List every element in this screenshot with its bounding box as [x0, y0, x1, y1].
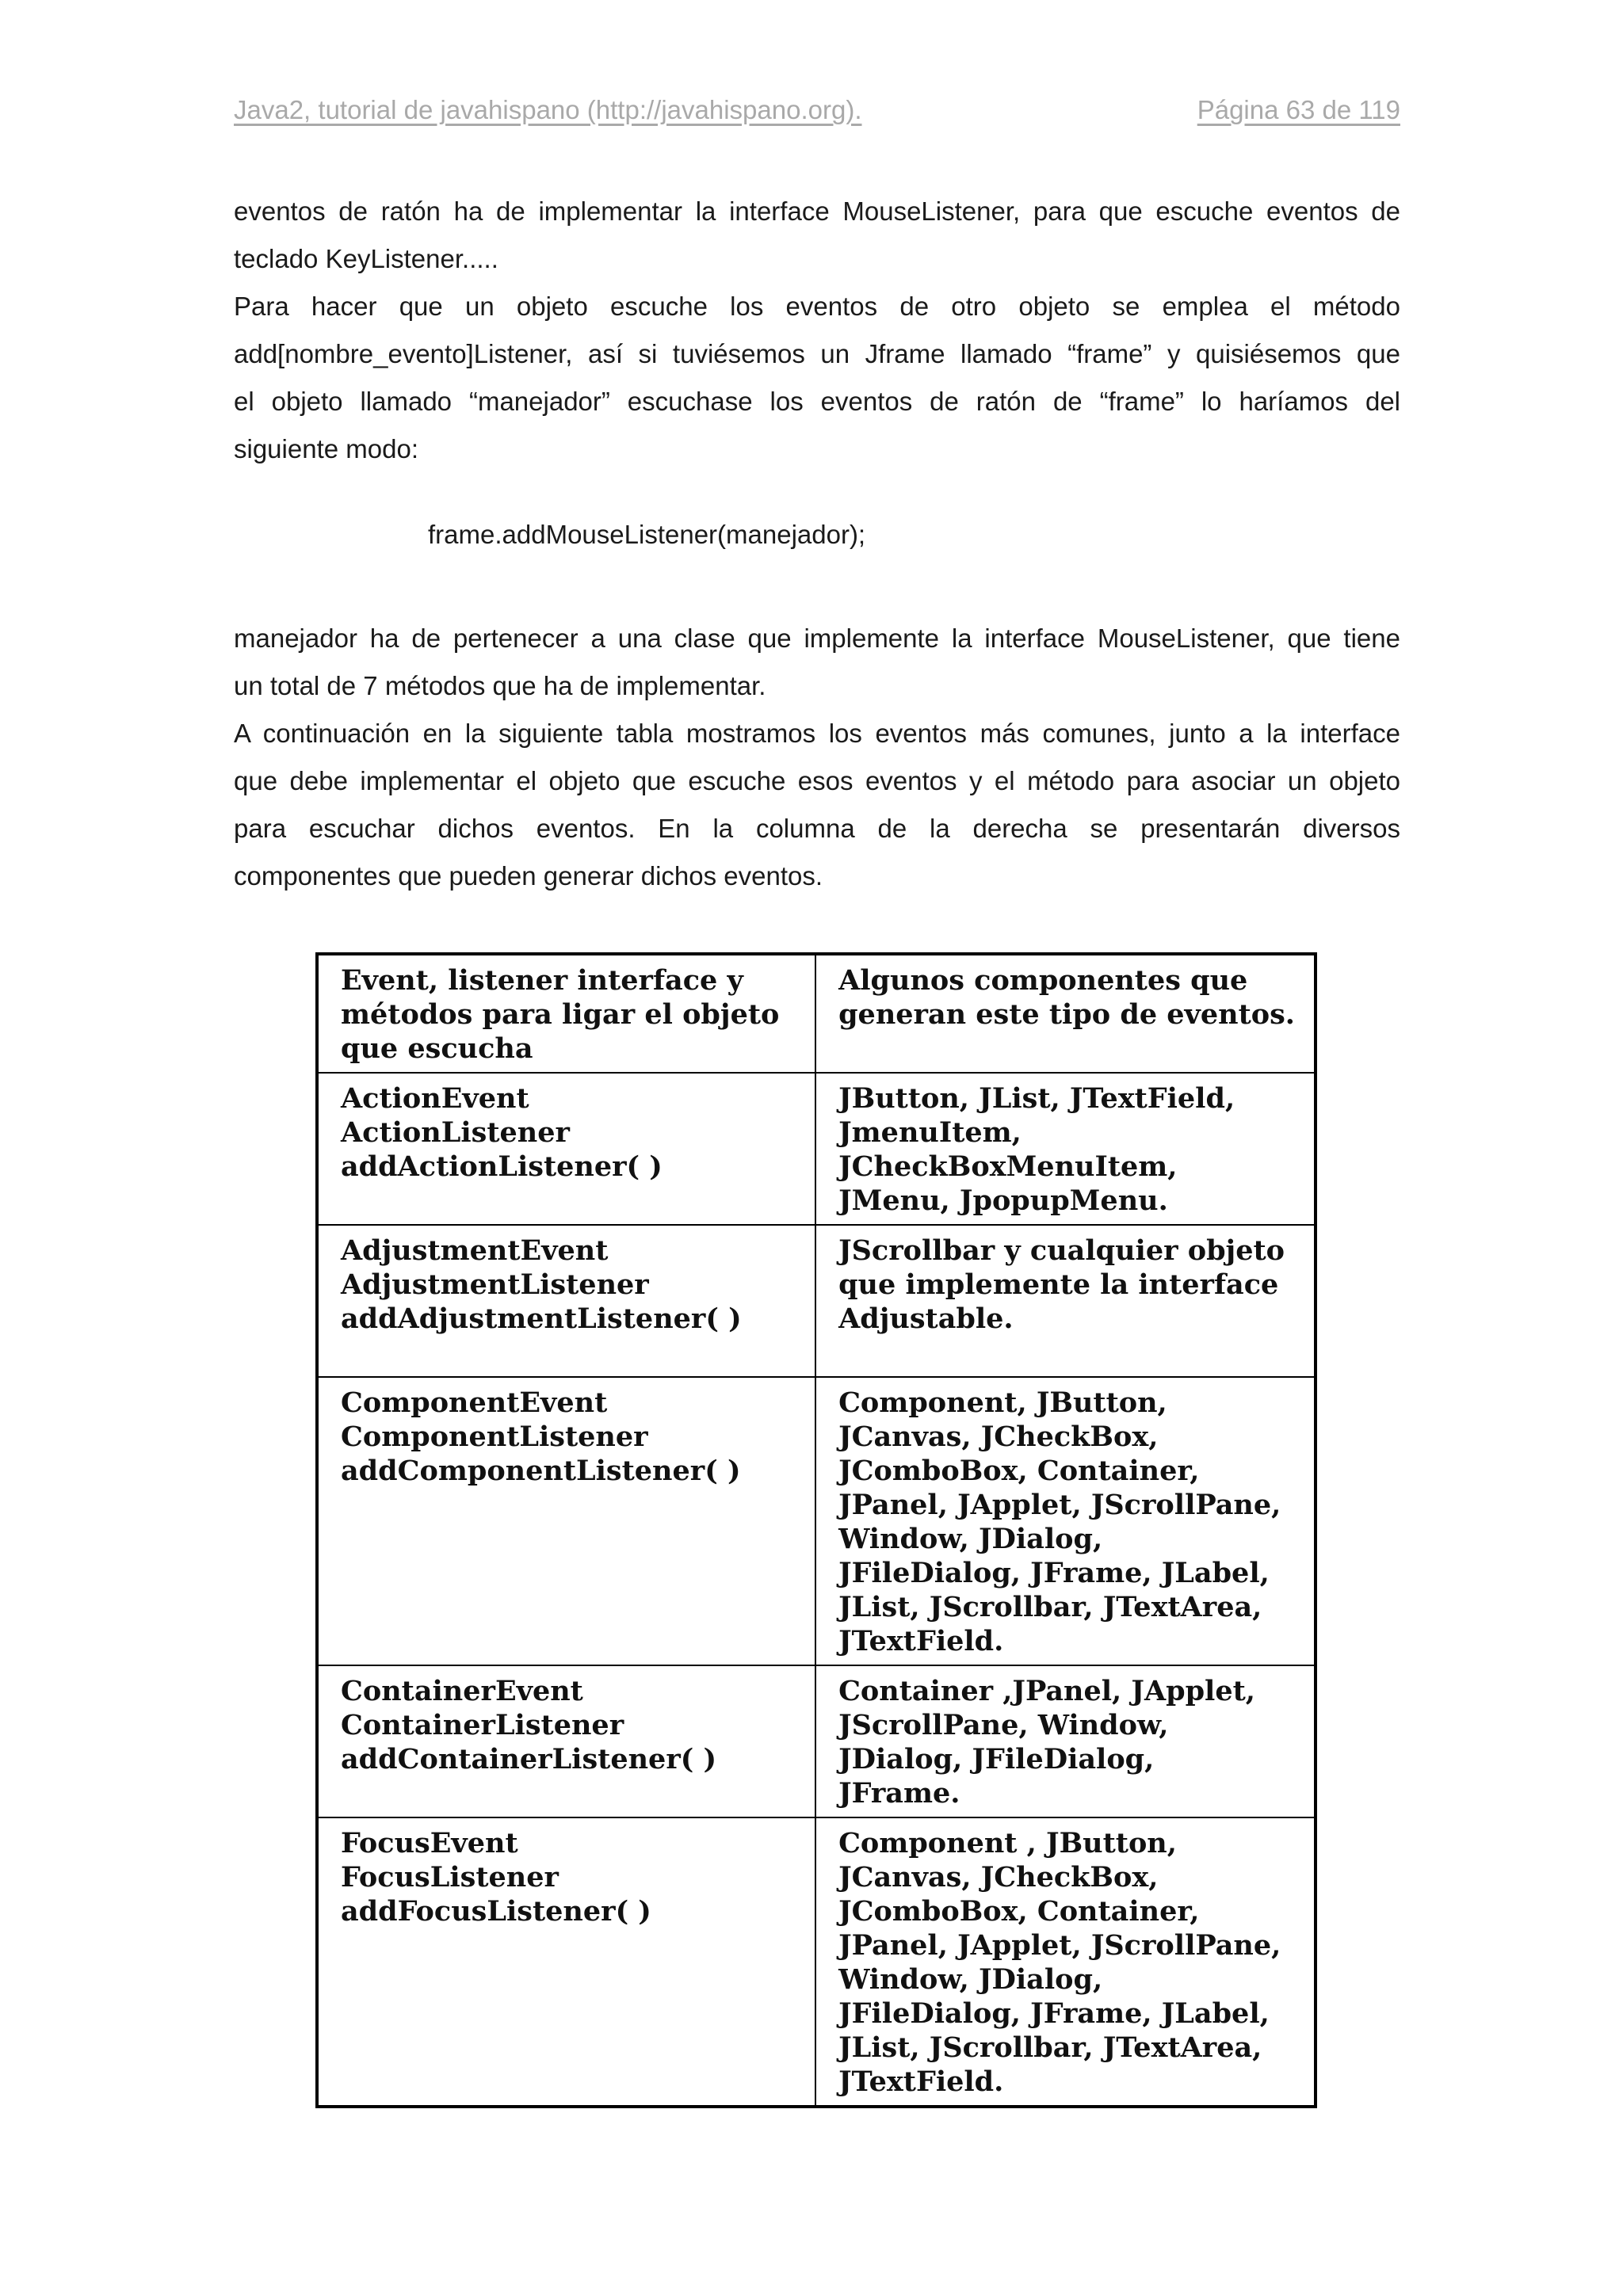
cell-line: que implemente la interface — [838, 1268, 1279, 1301]
text-line: componentes que pueden generar dichos eventos. — [234, 861, 823, 891]
cell-line: Window, JDialog, — [838, 1963, 1103, 1996]
cell-line: Event, listener interface y — [341, 964, 743, 997]
cell-line: JList, JScrollbar, JTextArea, — [838, 1591, 1262, 1623]
cell-line: JPanel, JApplet, JScrollPane, — [838, 1489, 1281, 1521]
components-cell — [815, 1665, 1316, 1817]
cell-line: JCanvas, JCheckBox, — [838, 1421, 1159, 1453]
cell-line: ComponentListener — [341, 1421, 648, 1453]
cell-line: JScrollPane, Window, — [838, 1709, 1169, 1741]
cell-line: addFocusListener( ) — [341, 1895, 651, 1928]
paragraph-table-intro — [234, 615, 1400, 900]
cell-line: Container ,JPanel, JApplet, — [838, 1675, 1255, 1707]
table-row — [317, 1073, 1316, 1225]
table-row — [317, 1225, 1316, 1377]
cell-line: addComponentListener( ) — [341, 1455, 741, 1487]
text-line: que debe implementar el objeto que escuche esos eventos y el método para asociar un objeto — [234, 766, 1400, 795]
text-line: siguiente modo: — [234, 434, 418, 463]
header-cell-event — [317, 954, 815, 1073]
cell-line: JmenuItem, — [838, 1116, 1022, 1149]
table-row — [317, 1665, 1316, 1817]
text-line: Para hacer que un objeto escuche los eventos de otro objeto se emplea el método — [234, 292, 1400, 321]
text-line: para escuchar dichos eventos. En la columna de la derecha se presentarán diversos — [234, 814, 1400, 843]
text-line: add[nombre_evento]Listener, así si tuviésemos un Jframe llamado “frame” y quisiésemos que — [234, 339, 1400, 368]
cell-line: ComponentEvent — [341, 1386, 608, 1419]
text-line: un total de 7 métodos que ha de implementar. — [234, 671, 766, 700]
cell-line: Window, JDialog, — [838, 1523, 1103, 1555]
cell-line: JCanvas, JCheckBox, — [838, 1861, 1159, 1894]
text-line: el objeto llamado “manejador” escuchase los eventos de ratón de “frame” lo haríamos del — [234, 387, 1400, 416]
cell-line: JList, JScrollbar, JTextArea, — [838, 2031, 1262, 2064]
table-row — [317, 1817, 1316, 2107]
text-line: A continuación en la siguiente tabla mostramos los eventos más comunes, junto a la interface — [234, 719, 1400, 748]
cell-line: JButton, JList, JTextField, — [838, 1082, 1235, 1115]
cell-line: JFileDialog, JFrame, JLabel, — [838, 1997, 1270, 2030]
cell-line: addAdjustmentListener( ) — [341, 1302, 742, 1335]
cell-line: JFrame. — [838, 1777, 960, 1810]
event-cell — [317, 1817, 815, 2107]
text-line: manejador ha de pertenecer a una clase que implemente la interface MouseListener, que tiene — [234, 624, 1400, 653]
cell-line: JComboBox, Container, — [838, 1895, 1200, 1928]
cell-line: Component , JButton, — [838, 1827, 1177, 1859]
cell-line: JScrollbar y cualquier objeto — [838, 1234, 1285, 1267]
components-cell — [815, 1817, 1316, 2107]
event-cell — [317, 1073, 815, 1225]
cell-line: FocusListener — [341, 1861, 559, 1894]
cell-line: ContainerEvent — [341, 1675, 583, 1707]
cell-line: ContainerListener — [341, 1709, 624, 1741]
event-cell — [317, 1225, 815, 1377]
cell-line: addActionListener( ) — [341, 1150, 663, 1183]
cell-line: generan este tipo de eventos. — [838, 998, 1295, 1031]
cell-line: ActionListener — [341, 1116, 570, 1149]
cell-line: addContainerListener( ) — [341, 1743, 717, 1775]
table-header-row — [317, 954, 1316, 1073]
cell-line: FocusEvent — [341, 1827, 518, 1859]
components-cell — [815, 1073, 1316, 1225]
text-line: eventos de ratón ha de implementar la interface MouseListener, para que escuche eventos de — [234, 196, 1400, 226]
header-tutorial-link[interactable]: Java2, tutorial de javahispano (http://javahispano.org). — [234, 95, 862, 124]
cell-line: AdjustmentEvent — [341, 1234, 609, 1267]
cell-line: Adjustable. — [838, 1302, 1014, 1335]
text-line: teclado KeyListener..... — [234, 244, 498, 273]
cell-line: Algunos componentes que — [838, 964, 1248, 997]
header-page-number: Página 63 de 119 — [1197, 95, 1400, 124]
page-header — [234, 95, 1400, 133]
cell-line: métodos para ligar el objeto — [341, 998, 780, 1031]
event-cell — [317, 1377, 815, 1665]
cell-line: JTextField. — [838, 1625, 1004, 1657]
event-cell — [317, 1665, 815, 1817]
cell-line: AdjustmentListener — [341, 1268, 649, 1301]
cell-line: JTextField. — [838, 2065, 1004, 2098]
cell-line: que escucha — [341, 1032, 533, 1065]
cell-line: JPanel, JApplet, JScrollPane, — [838, 1929, 1281, 1962]
cell-line: JCheckBoxMenuItem, — [838, 1150, 1178, 1183]
events-table — [315, 952, 1317, 2108]
code-example: frame.addMouseListener(manejador); — [428, 520, 866, 549]
cell-line: JMenu, JpopupMenu. — [838, 1184, 1168, 1217]
cell-line: JFileDialog, JFrame, JLabel, — [838, 1557, 1270, 1589]
cell-line: JComboBox, Container, — [838, 1455, 1200, 1487]
cell-line: Component, JButton, — [838, 1386, 1167, 1419]
header-cell-components — [815, 954, 1316, 1073]
components-cell — [815, 1225, 1316, 1377]
cell-line: JDialog, JFileDialog, — [838, 1743, 1155, 1775]
cell-line: ActionEvent — [341, 1082, 529, 1115]
table-row — [317, 1377, 1316, 1665]
components-cell — [815, 1377, 1316, 1665]
paragraph-intro — [234, 188, 1400, 473]
